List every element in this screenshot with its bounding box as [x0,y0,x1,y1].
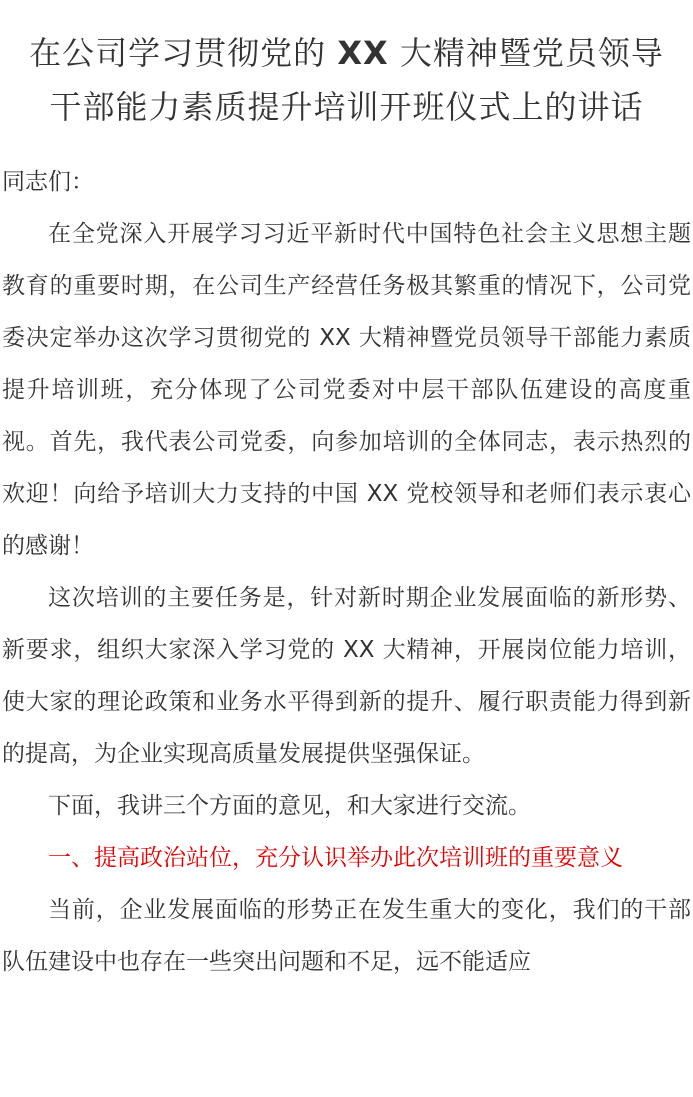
document-body [2,156,691,988]
paragraph-4: 当前，企业发展面临的形势正在发生重大的变化，我们的干部队伍建设中也存在一些突出问题和不足，远不能适应 [2,897,691,975]
section-heading-1: 一、提高政治站位，充分认识举办此次培训班的重要意义 [48,845,623,871]
title-line-1-part-a: 在公司学习贯彻党的 [29,34,327,72]
title-line-2: 干部能力素质提升培训开班仪式上的讲话 [49,88,644,126]
paragraph-2: 这次培训的主要任务是，针对新时期企业发展面临的新形势、新要求，组织大家深入学习党的 XX 大精神，开展岗位能力培训，使大家的理论政策和业务水平得到新的提升、履行职责能力得到新的提高，为企业实现高质量发展提供坚强保证。 [2,585,691,767]
title-line-1-xx: XX [337,34,389,72]
paragraph-1: 在全党深入开展学习习近平新时代中国特色社会主义思想主题教育的重要时期，在公司生产经营任务极其繁重的情况下，公司党委决定举办这次学习贯彻党的 XX 大精神暨党员领导干部能力素质提升培训班，充分体现了公司党委对中层干部队伍建设的高度重视。首先，我代表公司党委，向参加培训的全体同志，表示热烈的欢迎！向给予培训大力支持的中国 XX 党校领导和老师们表示衷心的感谢！ [2,221,691,559]
title-line-1-part-b: 大精神暨党员领导 [399,34,664,72]
document-title [2,26,691,134]
title-line-1 [2,26,691,80]
paragraph-3: 下面，我讲三个方面的意见，和大家进行交流。 [48,793,531,819]
salutation: 同志们： [2,169,94,195]
